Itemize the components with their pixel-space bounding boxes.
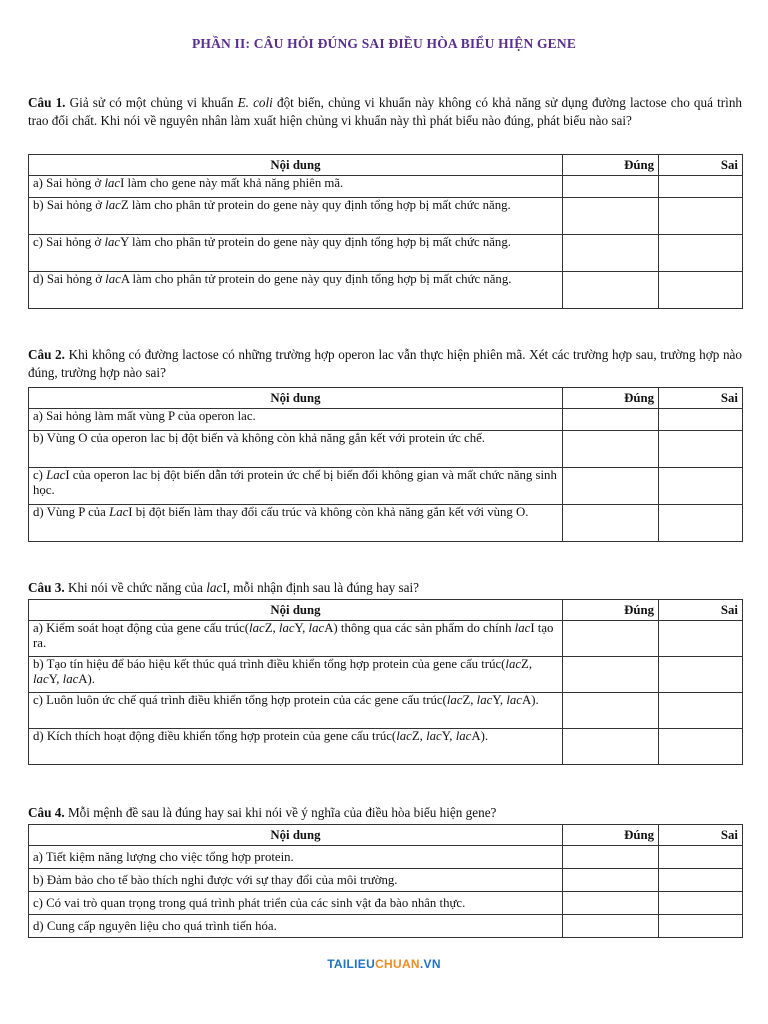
table-row bbox=[29, 198, 743, 235]
statement-cell: c) Sai hỏng ở lacY làm cho phân tử protein do gene này quy định tổng hợp bị mất chức năng. bbox=[29, 235, 563, 272]
table-row bbox=[29, 915, 743, 938]
answer-false-cell[interactable] bbox=[659, 892, 743, 915]
answer-false-cell[interactable] bbox=[659, 693, 743, 729]
table-row bbox=[29, 431, 743, 468]
answer-false-cell[interactable] bbox=[659, 915, 743, 938]
table-row bbox=[29, 657, 743, 693]
question-4-text: Câu 4. Mỗi mệnh đề sau là đúng hay sai khi nói về ý nghĩa của điều hòa biểu hiện gene? bbox=[28, 805, 497, 820]
answer-false-cell[interactable] bbox=[659, 621, 743, 657]
header-content: Nội dung bbox=[29, 600, 563, 621]
statement-cell: a) Tiết kiệm năng lượng cho việc tổng hợp protein. bbox=[29, 846, 563, 869]
header-false: Sai bbox=[659, 600, 743, 621]
answer-true-cell[interactable] bbox=[563, 505, 659, 542]
statement-cell: b) Vùng O của operon lac bị đột biến và không còn khả năng gắn kết với protein ức chế. bbox=[29, 431, 563, 468]
header-content: Nội dung bbox=[29, 825, 563, 846]
footer-logo[interactable]: TAILIEUCHUAN.VN bbox=[327, 957, 441, 971]
statement-cell: d) Sai hỏng ở lacA làm cho phân tử protein do gene này quy định tổng hợp bị mất chức năng. bbox=[29, 272, 563, 309]
table-row bbox=[29, 235, 743, 272]
table-header-row bbox=[29, 825, 743, 846]
header-content: Nội dung bbox=[29, 388, 563, 409]
question-number: Câu 2. bbox=[28, 347, 65, 362]
statement-cell: a) Sai hỏng ở lacI làm cho gene này mất khả năng phiên mã. bbox=[29, 176, 563, 198]
header-true: Đúng bbox=[563, 155, 659, 176]
table-row bbox=[29, 869, 743, 892]
question-4-table bbox=[28, 824, 743, 938]
table-row bbox=[29, 468, 743, 505]
statement-cell: b) Sai hỏng ở lacZ làm cho phân tử protein do gene này quy định tổng hợp bị mất chức năng. bbox=[29, 198, 563, 235]
answer-false-cell[interactable] bbox=[659, 235, 743, 272]
answer-true-cell[interactable] bbox=[563, 621, 659, 657]
header-false: Sai bbox=[659, 155, 743, 176]
answer-false-cell[interactable] bbox=[659, 409, 743, 431]
question-3-table bbox=[28, 599, 743, 765]
header-false: Sai bbox=[659, 388, 743, 409]
answer-true-cell[interactable] bbox=[563, 468, 659, 505]
answer-false-cell[interactable] bbox=[659, 846, 743, 869]
answer-true-cell[interactable] bbox=[563, 693, 659, 729]
answer-true-cell[interactable] bbox=[563, 657, 659, 693]
answer-false-cell[interactable] bbox=[659, 198, 743, 235]
table-header-row bbox=[29, 388, 743, 409]
statement-cell: d) Kích thích hoạt động điều khiển tổng hợp protein của gene cấu trúc(lacZ, lacY, lacA). bbox=[29, 729, 563, 765]
answer-true-cell[interactable] bbox=[563, 272, 659, 309]
statement-cell: a) Kiểm soát hoạt động của gene cấu trúc(lacZ, lacY, lacA) thông qua các sản phẩm do chính lacI tạo ra. bbox=[29, 621, 563, 657]
question-2-table bbox=[28, 387, 743, 542]
table-header-row bbox=[29, 600, 743, 621]
table-row bbox=[29, 621, 743, 657]
answer-true-cell[interactable] bbox=[563, 892, 659, 915]
answer-true-cell[interactable] bbox=[563, 176, 659, 198]
question-1-text: Câu 1. Giả sử có một chủng vi khuẩn E. coli đột biến, chủng vi khuẩn này không có khả năng sử dụng đường lactose cho quá trình trao đổi chất. Khi nói về nguyên nhân làm xuất hiện chủng vi khuẩn này thì phát biểu nào đúng, phát biểu nào sai? bbox=[28, 95, 743, 128]
table-row bbox=[29, 693, 743, 729]
question-3-text: Câu 3. Khi nói về chức năng của lacI, mỗi nhận định sau là đúng hay sai? bbox=[28, 580, 419, 595]
answer-false-cell[interactable] bbox=[659, 176, 743, 198]
answer-false-cell[interactable] bbox=[659, 468, 743, 505]
question-number: Câu 1. bbox=[28, 95, 66, 110]
statement-cell: c) LacI của operon lac bị đột biến dẫn tới protein ức chế bị biến đổi không gian và mất chức năng sinh học. bbox=[29, 468, 563, 505]
answer-true-cell[interactable] bbox=[563, 431, 659, 468]
answer-true-cell[interactable] bbox=[563, 235, 659, 272]
header-content: Nội dung bbox=[29, 155, 563, 176]
page-title: PHẦN II: CÂU HỎI ĐÚNG SAI ĐIỀU HÒA BIỂU HIỆN GENE bbox=[191, 36, 577, 51]
answer-false-cell[interactable] bbox=[659, 657, 743, 693]
statement-cell: c) Luôn luôn ức chế quá trình điều khiển tổng hợp protein của các gene cấu trúc(lacZ, lacY, lacA). bbox=[29, 693, 563, 729]
question-number: Câu 3. bbox=[28, 580, 65, 595]
answer-true-cell[interactable] bbox=[563, 729, 659, 765]
answer-false-cell[interactable] bbox=[659, 272, 743, 309]
answer-false-cell[interactable] bbox=[659, 431, 743, 468]
table-row bbox=[29, 729, 743, 765]
answer-false-cell[interactable] bbox=[659, 505, 743, 542]
question-1-table bbox=[28, 154, 743, 309]
statement-cell: d) Vùng P của LacI bị đột biến làm thay đổi cấu trúc và không còn khả năng gắn kết với vùng O. bbox=[29, 505, 563, 542]
answer-false-cell[interactable] bbox=[659, 869, 743, 892]
statement-cell: d) Cung cấp nguyên liệu cho quá trình tiến hóa. bbox=[29, 915, 563, 938]
table-row bbox=[29, 409, 743, 431]
statement-cell: b) Đảm bảo cho tế bào thích nghi được với sự thay đổi của môi trường. bbox=[29, 869, 563, 892]
answer-true-cell[interactable] bbox=[563, 846, 659, 869]
table-row bbox=[29, 176, 743, 198]
statement-cell: a) Sai hỏng làm mất vùng P của operon lac. bbox=[29, 409, 563, 431]
question-number: Câu 4. bbox=[28, 805, 65, 820]
answer-true-cell[interactable] bbox=[563, 915, 659, 938]
answer-true-cell[interactable] bbox=[563, 198, 659, 235]
header-false: Sai bbox=[659, 825, 743, 846]
table-row bbox=[29, 846, 743, 869]
statement-cell: c) Có vai trò quan trọng trong quá trình phát triển của các sinh vật đa bào nhân thực. bbox=[29, 892, 563, 915]
table-row bbox=[29, 505, 743, 542]
statement-cell: b) Tạo tín hiệu để báo hiệu kết thúc quá trình điều khiển tổng hợp protein của gene cấu trúc(lacZ, lacY, lacA). bbox=[29, 657, 563, 693]
header-true: Đúng bbox=[563, 825, 659, 846]
answer-false-cell[interactable] bbox=[659, 729, 743, 765]
table-header-row bbox=[29, 155, 743, 176]
header-true: Đúng bbox=[563, 600, 659, 621]
header-true: Đúng bbox=[563, 388, 659, 409]
table-row bbox=[29, 272, 743, 309]
answer-true-cell[interactable] bbox=[563, 869, 659, 892]
answer-true-cell[interactable] bbox=[563, 409, 659, 431]
question-2-text: Câu 2. Khi không có đường lactose có những trường hợp operon lac vẫn thực hiện phiên mã. Xét các trường hợp sau, trường hợp nào đúng, trường hợp nào sai? bbox=[28, 347, 742, 380]
table-row bbox=[29, 892, 743, 915]
